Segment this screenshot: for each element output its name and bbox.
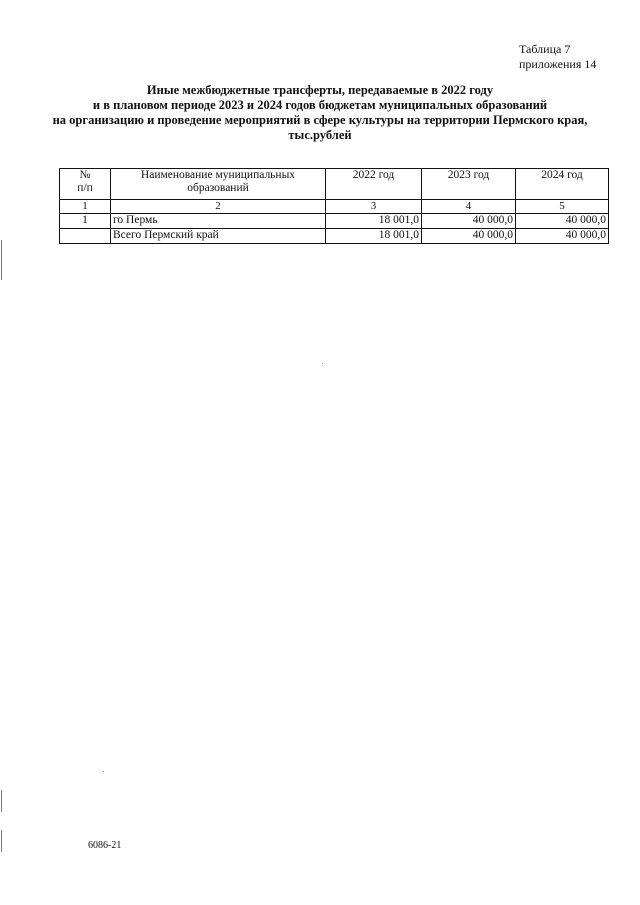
column-number: 2 bbox=[111, 200, 326, 214]
title-line-2: и в плановом периоде 2023 и 2024 годов бюджетам муниципальных образований bbox=[92, 98, 548, 112]
row-value-2024: 40 000,0 bbox=[516, 214, 609, 229]
row-name: Всего Пермский край bbox=[111, 229, 326, 244]
title-line-3: на организацию и проведение мероприятий в сфере культуры на территории Пермского края, bbox=[52, 113, 588, 127]
header-2024: 2024 год bbox=[516, 169, 609, 200]
column-number: 1 bbox=[60, 200, 111, 214]
header-2022: 2022 год bbox=[326, 169, 422, 200]
title-line-1: Иные межбюджетные трансферты, передаваемые в 2022 году bbox=[146, 83, 494, 97]
scan-speck bbox=[103, 771, 104, 772]
column-number: 5 bbox=[516, 200, 609, 214]
header-name bbox=[111, 169, 326, 200]
table-caption bbox=[519, 42, 596, 72]
table-row bbox=[60, 214, 609, 229]
header-name-line-2: образований bbox=[187, 182, 249, 194]
table-label: Таблица 7 bbox=[519, 42, 571, 56]
row-value-2022: 18 001,0 bbox=[326, 214, 422, 229]
row-value-2023: 40 000,0 bbox=[422, 229, 516, 244]
row-num: 1 bbox=[60, 214, 111, 229]
row-name: го Пермь bbox=[111, 214, 326, 229]
title-line-4: тыс.рублей bbox=[288, 128, 352, 142]
scan-margin-mark bbox=[1, 790, 2, 812]
row-num bbox=[60, 229, 111, 244]
header-num bbox=[60, 169, 111, 200]
table-header-row bbox=[60, 169, 609, 200]
header-2023: 2023 год bbox=[422, 169, 516, 200]
column-number-row bbox=[60, 200, 609, 214]
scan-margin-mark bbox=[1, 830, 2, 852]
column-number: 3 bbox=[326, 200, 422, 214]
header-name-line-1: Наименование муниципальных bbox=[140, 169, 296, 181]
row-value-2024: 40 000,0 bbox=[516, 229, 609, 244]
document-title bbox=[40, 83, 600, 143]
header-num-line-2: п/п bbox=[77, 182, 93, 194]
table-total-row bbox=[60, 229, 609, 244]
row-value-2023: 40 000,0 bbox=[422, 214, 516, 229]
scan-speck bbox=[322, 363, 323, 364]
scan-margin-mark bbox=[1, 240, 2, 280]
transfers-table bbox=[59, 168, 609, 244]
header-num-line-1: № bbox=[79, 169, 91, 181]
row-value-2022: 18 001,0 bbox=[326, 229, 422, 244]
document-code: 6086-21 bbox=[88, 840, 122, 851]
column-number: 4 bbox=[422, 200, 516, 214]
appendix-label: приложения 14 bbox=[519, 57, 597, 71]
